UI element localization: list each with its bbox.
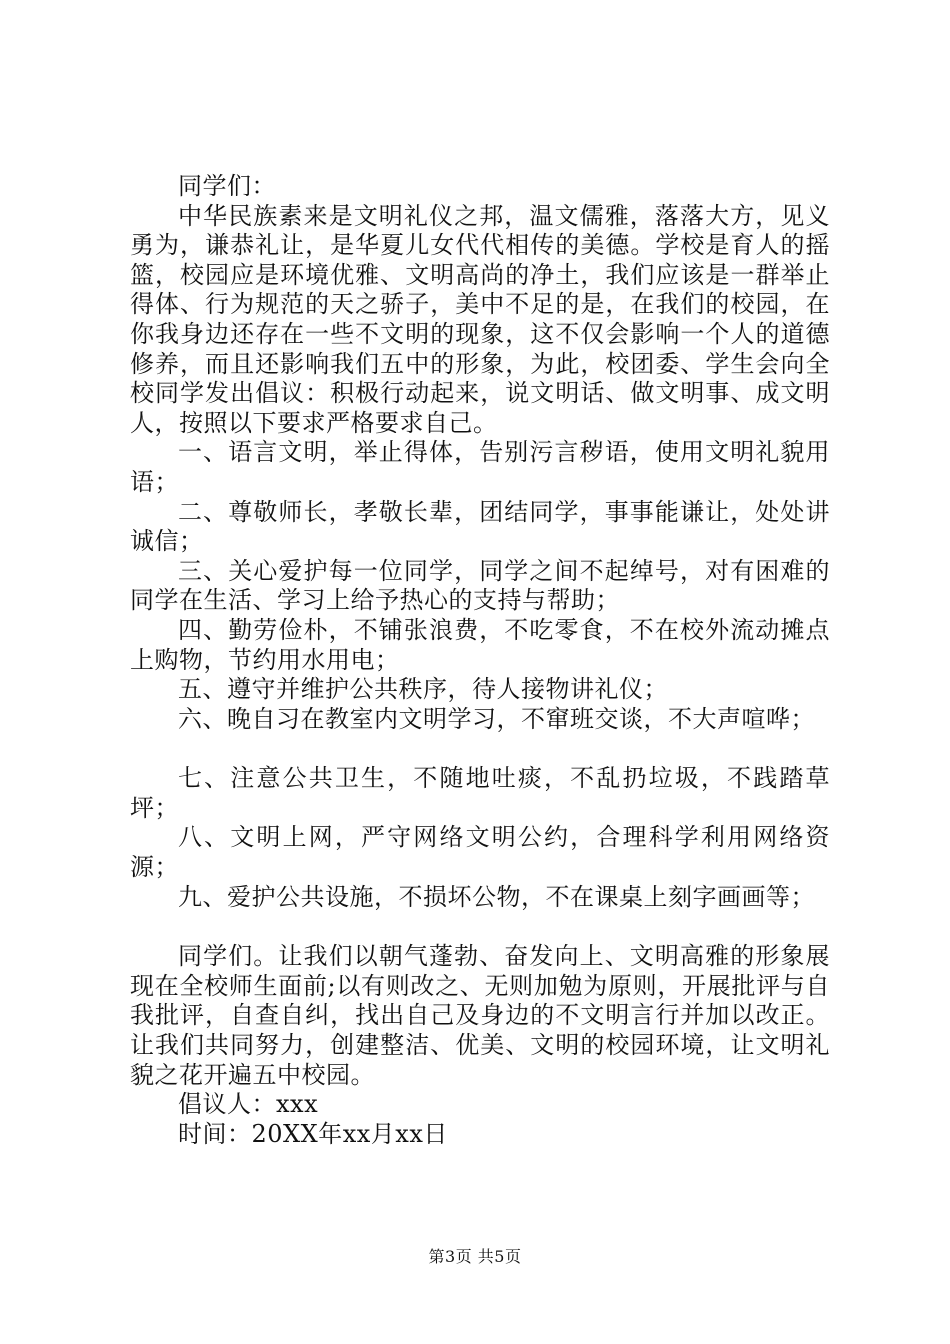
intro-paragraph: 中华民族素来是文明礼仪之邦，温文儒雅，落落大方，见义勇为，谦恭礼让，是华夏儿女代代相传的美德。学校是育人的摇篮，校园应是环境优雅、文明高尚的净土，我们应该是一群举止得体、行为规范的天之骄子，美中不足的是，在我们的校园，在你我身边还存在一些不文明的现象，这不仅会影响一个人的道德修养，而且还影响我们五中的形象，为此，校团委、学生会向全校同学发出倡议：积极行动起来，说文明话、做文明事、成文明人，按照以下要求严格要求自己。 bbox=[130, 201, 830, 437]
page-footer: 第3页 共5页 bbox=[428, 1247, 522, 1266]
item-9: 九、爱护公共设施，不损坏公物，不在课桌上刻字画画等； bbox=[178, 882, 815, 911]
closing-paragraph: 同学们。让我们以朝气蓬勃、奋发向上、文明高雅的形象展现在全校师生面前;以有则改之、无则加勉为原则，开展批评与自我批评，自查自纠，找出自己及身边的不文明言行并加以改正。让我们共同努力，创建整洁、优美、文明的校园环境，让文明礼貌之花开遍五中校园。 bbox=[130, 942, 830, 1089]
greeting: 同学们： bbox=[178, 172, 276, 200]
spacer bbox=[130, 734, 830, 764]
item-6: 六、晚自习在教室内文明学习，不窜班交谈，不大声喧哗； bbox=[178, 704, 815, 733]
item-5: 五、遵守并维护公共秩序，待人接物讲礼仪； bbox=[178, 675, 668, 704]
spacer bbox=[130, 912, 830, 942]
document-body bbox=[130, 172, 830, 1149]
item-1: 一、语言文明，举止得体，告别污言秽语，使用文明礼貌用语； bbox=[130, 438, 830, 496]
item-2: 二、尊敬师长，孝敬长辈，团结同学，事事能谦让，处处讲诚信； bbox=[130, 497, 830, 556]
initiator-line: 倡议人：xxx bbox=[178, 1090, 319, 1119]
item-8: 八、文明上网，严守网络文明公约，合理科学利用网络资源； bbox=[130, 823, 830, 882]
item-3: 三、关心爱护每一位同学，同学之间不起绰号，对有困难的同学在生活、学习上给予热心的支持与帮助； bbox=[130, 556, 830, 615]
item-7: 七、注意公共卫生，不随地吐痰，不乱扔垃圾，不践踏草坪； bbox=[130, 764, 830, 822]
item-4: 四、勤劳俭朴，不铺张浪费，不吃零食，不在校外流动摊点上购物，节约用水用电； bbox=[130, 615, 830, 674]
date-line: 时间：20XX年xx月xx日 bbox=[178, 1119, 448, 1148]
